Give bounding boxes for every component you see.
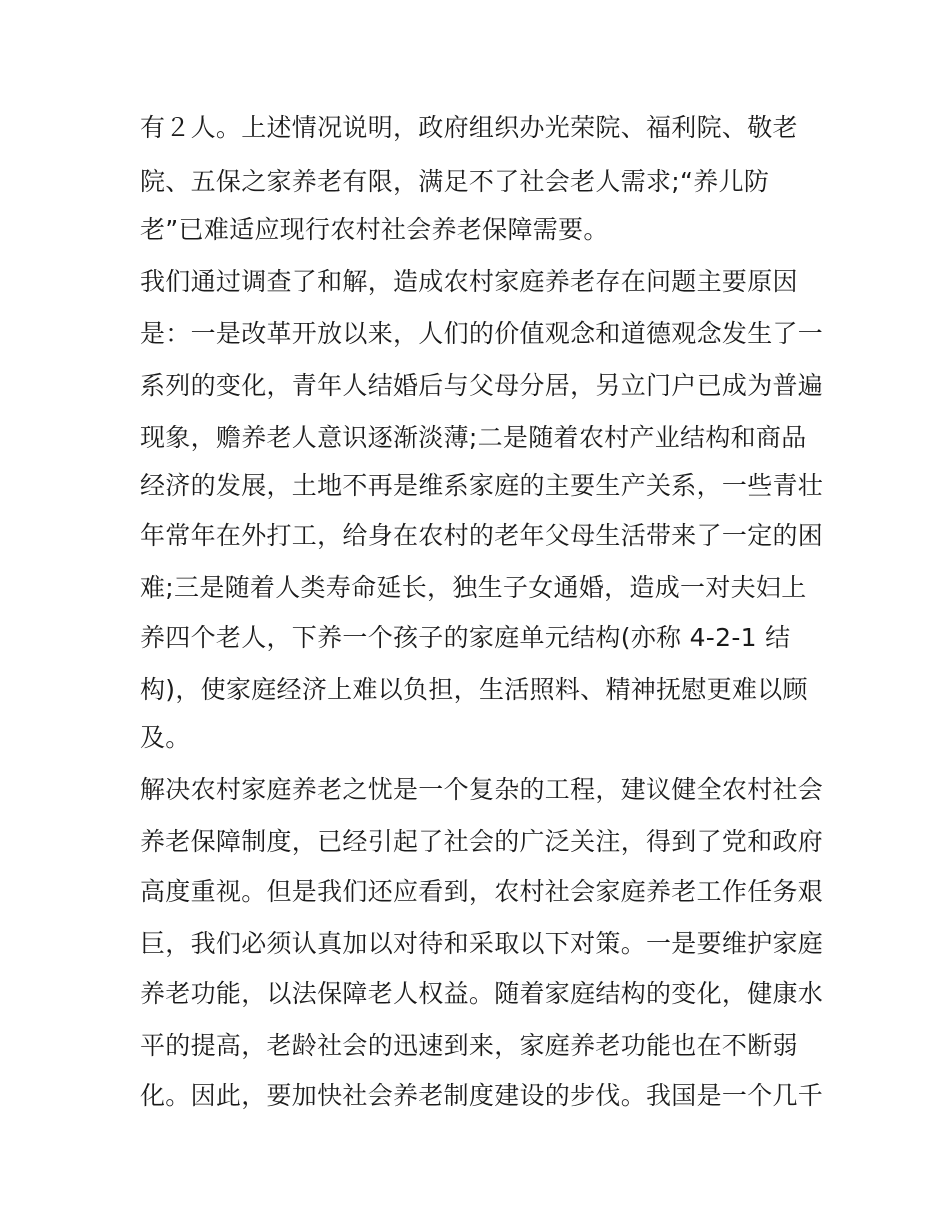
text-line: 年常年在外打工，给身在农村的老年父母生活带来了一定的困	[140, 521, 824, 550]
text-line: 化。因此，要加快社会养老制度建设的步伐。我国是一个几千	[140, 1081, 824, 1110]
text-line: 平的提高，老龄社会的迅速到来，家庭养老功能也在不断弱	[140, 1031, 798, 1060]
text-line: 难;三是随着人类寿命延长，独生子女通婚，造成一对夫妇上	[140, 573, 807, 602]
text-line: 院、五保之家养老有限，满足不了社会老人需求;“养儿防	[140, 167, 770, 196]
text-line: 解决农村家庭养老之忧是一个复杂的工程，建议健全农村社会	[140, 775, 824, 804]
text-line: 我们通过调查了和解，造成农村家庭养老存在问题主要原因	[140, 267, 798, 296]
text-line: 有２人。上述情况说明，政府组织办光荣院、福利院、敬老	[140, 113, 798, 142]
text-line: 构)，使家庭经济上难以负担，生活照料、精神抚慰更难以顾	[140, 675, 808, 704]
text-line: 经济的发展，土地不再是维系家庭的主要生产关系，一些青壮	[140, 471, 824, 500]
text-line: 及。	[140, 723, 191, 752]
text-line: 巨，我们必须认真加以对待和采取以下对策。一是要维护家庭	[140, 929, 824, 958]
text-line: 是：一是改革开放以来，人们的价值观念和道德观念发生了一	[140, 319, 824, 348]
text-line: 养四个老人，下养一个孩子的家庭单元结构(亦称 4-2-1 结	[140, 623, 791, 652]
text-line: 系列的变化，青年人结婚后与父母分居，另立门户已成为普遍	[140, 371, 824, 400]
text-line: 养老保障制度，已经引起了社会的广泛关注，得到了党和政府	[140, 827, 824, 856]
text-line: 高度重视。但是我们还应看到，农村社会家庭养老工作任务艰	[140, 877, 824, 906]
text-line: 现象，赡养老人意识逐渐淡薄;二是随着农村产业结构和商品	[140, 423, 807, 452]
text-line: 老”已难适应现行农村社会养老保障需要。	[140, 215, 609, 244]
text-line: 养老功能，以法保障老人权益。随着家庭结构的变化，健康水	[140, 979, 824, 1008]
